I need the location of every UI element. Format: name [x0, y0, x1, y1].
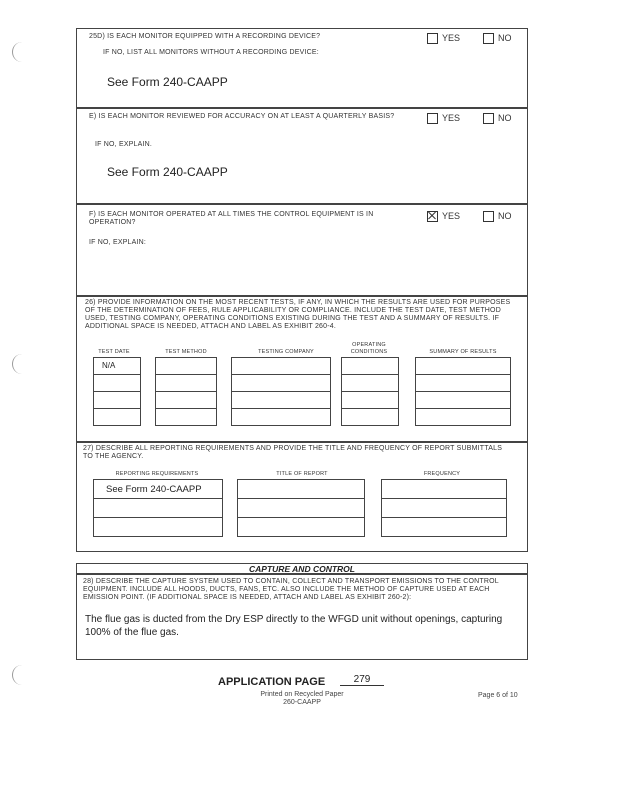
col-header-testing-company: TESTING COMPANY [258, 349, 314, 355]
sub-instruction: IF NO, EXPLAIN: [89, 239, 147, 246]
cell-value: See Form 240-CAAPP [106, 484, 202, 495]
section-28 [76, 574, 528, 660]
option-no[interactable]: NO [483, 33, 512, 44]
sub-instruction: IF NO, EXPLAIN. [95, 141, 153, 148]
binder-hole-mark [12, 42, 23, 62]
section-25e [76, 108, 528, 204]
table-cell[interactable] [341, 408, 399, 426]
table-cell[interactable] [231, 391, 331, 409]
col-header-test-method: TEST METHOD [165, 349, 207, 355]
table-cell[interactable] [93, 408, 141, 426]
no-checkbox[interactable] [483, 33, 494, 44]
option-yes[interactable]: YES [427, 211, 460, 222]
no-checkbox[interactable] [483, 113, 494, 124]
answer-text: See Form 240-CAAPP [107, 165, 228, 179]
table-cell[interactable] [155, 357, 217, 375]
application-page-number: 279 [340, 674, 384, 686]
col-header-test-date: TEST DATE [98, 349, 130, 355]
table-cell[interactable] [93, 517, 223, 537]
question-25f: F) IS EACH MONITOR OPERATED AT ALL TIMES THE CONTROL EQUIPMENT IS IN OPERATION? [89, 211, 374, 226]
section-title: CAPTURE AND CONTROL [249, 564, 355, 574]
table-cell[interactable] [231, 357, 331, 375]
table-cell[interactable] [341, 391, 399, 409]
table-cell[interactable] [155, 408, 217, 426]
yes-checkbox[interactable] [427, 113, 438, 124]
section-25f [76, 204, 528, 296]
sub-instruction: IF NO, LIST ALL MONITORS WITHOUT A RECORDING DEVICE: [103, 49, 319, 56]
answer-text: The flue gas is ducted from the Dry ESP directly to the WFGD unit without openings, capturing 100% of the flue gas. [85, 614, 503, 638]
section-25d [76, 28, 528, 108]
table-cell[interactable] [237, 479, 365, 499]
table-cell[interactable] [341, 357, 399, 375]
col-header-reporting-requirements: REPORTING REQUIREMENTS [115, 471, 199, 477]
printed-note: Printed on Recycled Paper [260, 691, 344, 698]
table-cell[interactable] [237, 498, 365, 518]
table-cell[interactable] [231, 374, 331, 392]
option-no[interactable]: NO [483, 211, 512, 222]
application-page-label: APPLICATION PAGE [218, 676, 326, 688]
form-id: 260-CAAPP [283, 699, 321, 706]
yes-checkbox-checked[interactable] [427, 211, 438, 222]
table-cell[interactable] [93, 391, 141, 409]
no-checkbox[interactable] [483, 211, 494, 222]
col-header-operating-conditions: OPERATING CONDITIONS [350, 342, 388, 355]
section-27 [76, 442, 528, 552]
binder-hole-mark [12, 354, 23, 374]
question-26: 26) PROVIDE INFORMATION ON THE MOST RECENT TESTS, IF ANY, IN WHICH THE RESULTS ARE USED FOR PURPOSES OF THE DETERMINATION OF FEES, RULE APPLICABILITY OR COMPLIANCE. INCLUDE THE TEST DATE, TEST METHOD USED, TESTING COMPANY, OPERATING CONDITIONS EXISTING DURING THE TEST AND A SUMMARY OF RESULTS. IF ADDITIONAL SPACE IS NEEDED, ATTACH AND LABEL AS EXHIBIT 260-4. [85, 299, 511, 330]
option-yes[interactable]: YES [427, 113, 460, 124]
table-cell[interactable] [155, 374, 217, 392]
question-25e: E) IS EACH MONITOR REVIEWED FOR ACCURACY ON AT LEAST A QUARTERLY BASIS? [89, 113, 395, 120]
section-header-bar [76, 563, 528, 574]
table-cell[interactable] [93, 479, 223, 499]
table-cell[interactable] [93, 498, 223, 518]
table-cell[interactable] [381, 498, 507, 518]
option-yes[interactable]: YES [427, 33, 460, 44]
table-cell[interactable] [415, 408, 511, 426]
option-no[interactable]: NO [483, 113, 512, 124]
table-cell[interactable] [231, 408, 331, 426]
col-header-title-of-report: TITLE OF REPORT [276, 471, 328, 477]
table-cell[interactable] [415, 374, 511, 392]
binder-hole-mark [12, 665, 23, 685]
col-header-summary: SUMMARY OF RESULTS [429, 349, 497, 355]
cell-value: N/A [102, 361, 116, 370]
yes-checkbox[interactable] [427, 33, 438, 44]
table-cell[interactable] [93, 357, 141, 375]
answer-text: See Form 240-CAAPP [107, 75, 228, 89]
section-26 [76, 296, 528, 442]
table-cell[interactable] [381, 517, 507, 537]
question-25d: 25D) IS EACH MONITOR EQUIPPED WITH A RECORDING DEVICE? [89, 33, 321, 40]
question-27: 27) DESCRIBE ALL REPORTING REQUIREMENTS AND PROVIDE THE TITLE AND FREQUENCY OF REPORT SUBMITTALS TO THE AGENCY. [83, 445, 503, 460]
table-cell[interactable] [93, 374, 141, 392]
table-cell[interactable] [155, 391, 217, 409]
col-header-frequency: FREQUENCY [423, 471, 461, 477]
table-cell[interactable] [341, 374, 399, 392]
table-cell[interactable] [415, 391, 511, 409]
question-28: 28) DESCRIBE THE CAPTURE SYSTEM USED TO CONTAIN, COLLECT AND TRANSPORT EMISSIONS TO THE CONTROL EQUIPMENT. INCLUDE ALL HOODS, DUCTS, FANS, ETC. ALSO INCLUDE THE METHOD OF CAPTURE USED AT EACH EMISSION POINT. (IF ADDITIONAL SPACE IS NEEDED, ATTACH AND LABEL AS EXHIBIT 260-2): [83, 578, 499, 601]
page-of: Page 6 of 10 [478, 692, 518, 699]
table-cell[interactable] [237, 517, 365, 537]
table-cell[interactable] [415, 357, 511, 375]
table-cell[interactable] [381, 479, 507, 499]
